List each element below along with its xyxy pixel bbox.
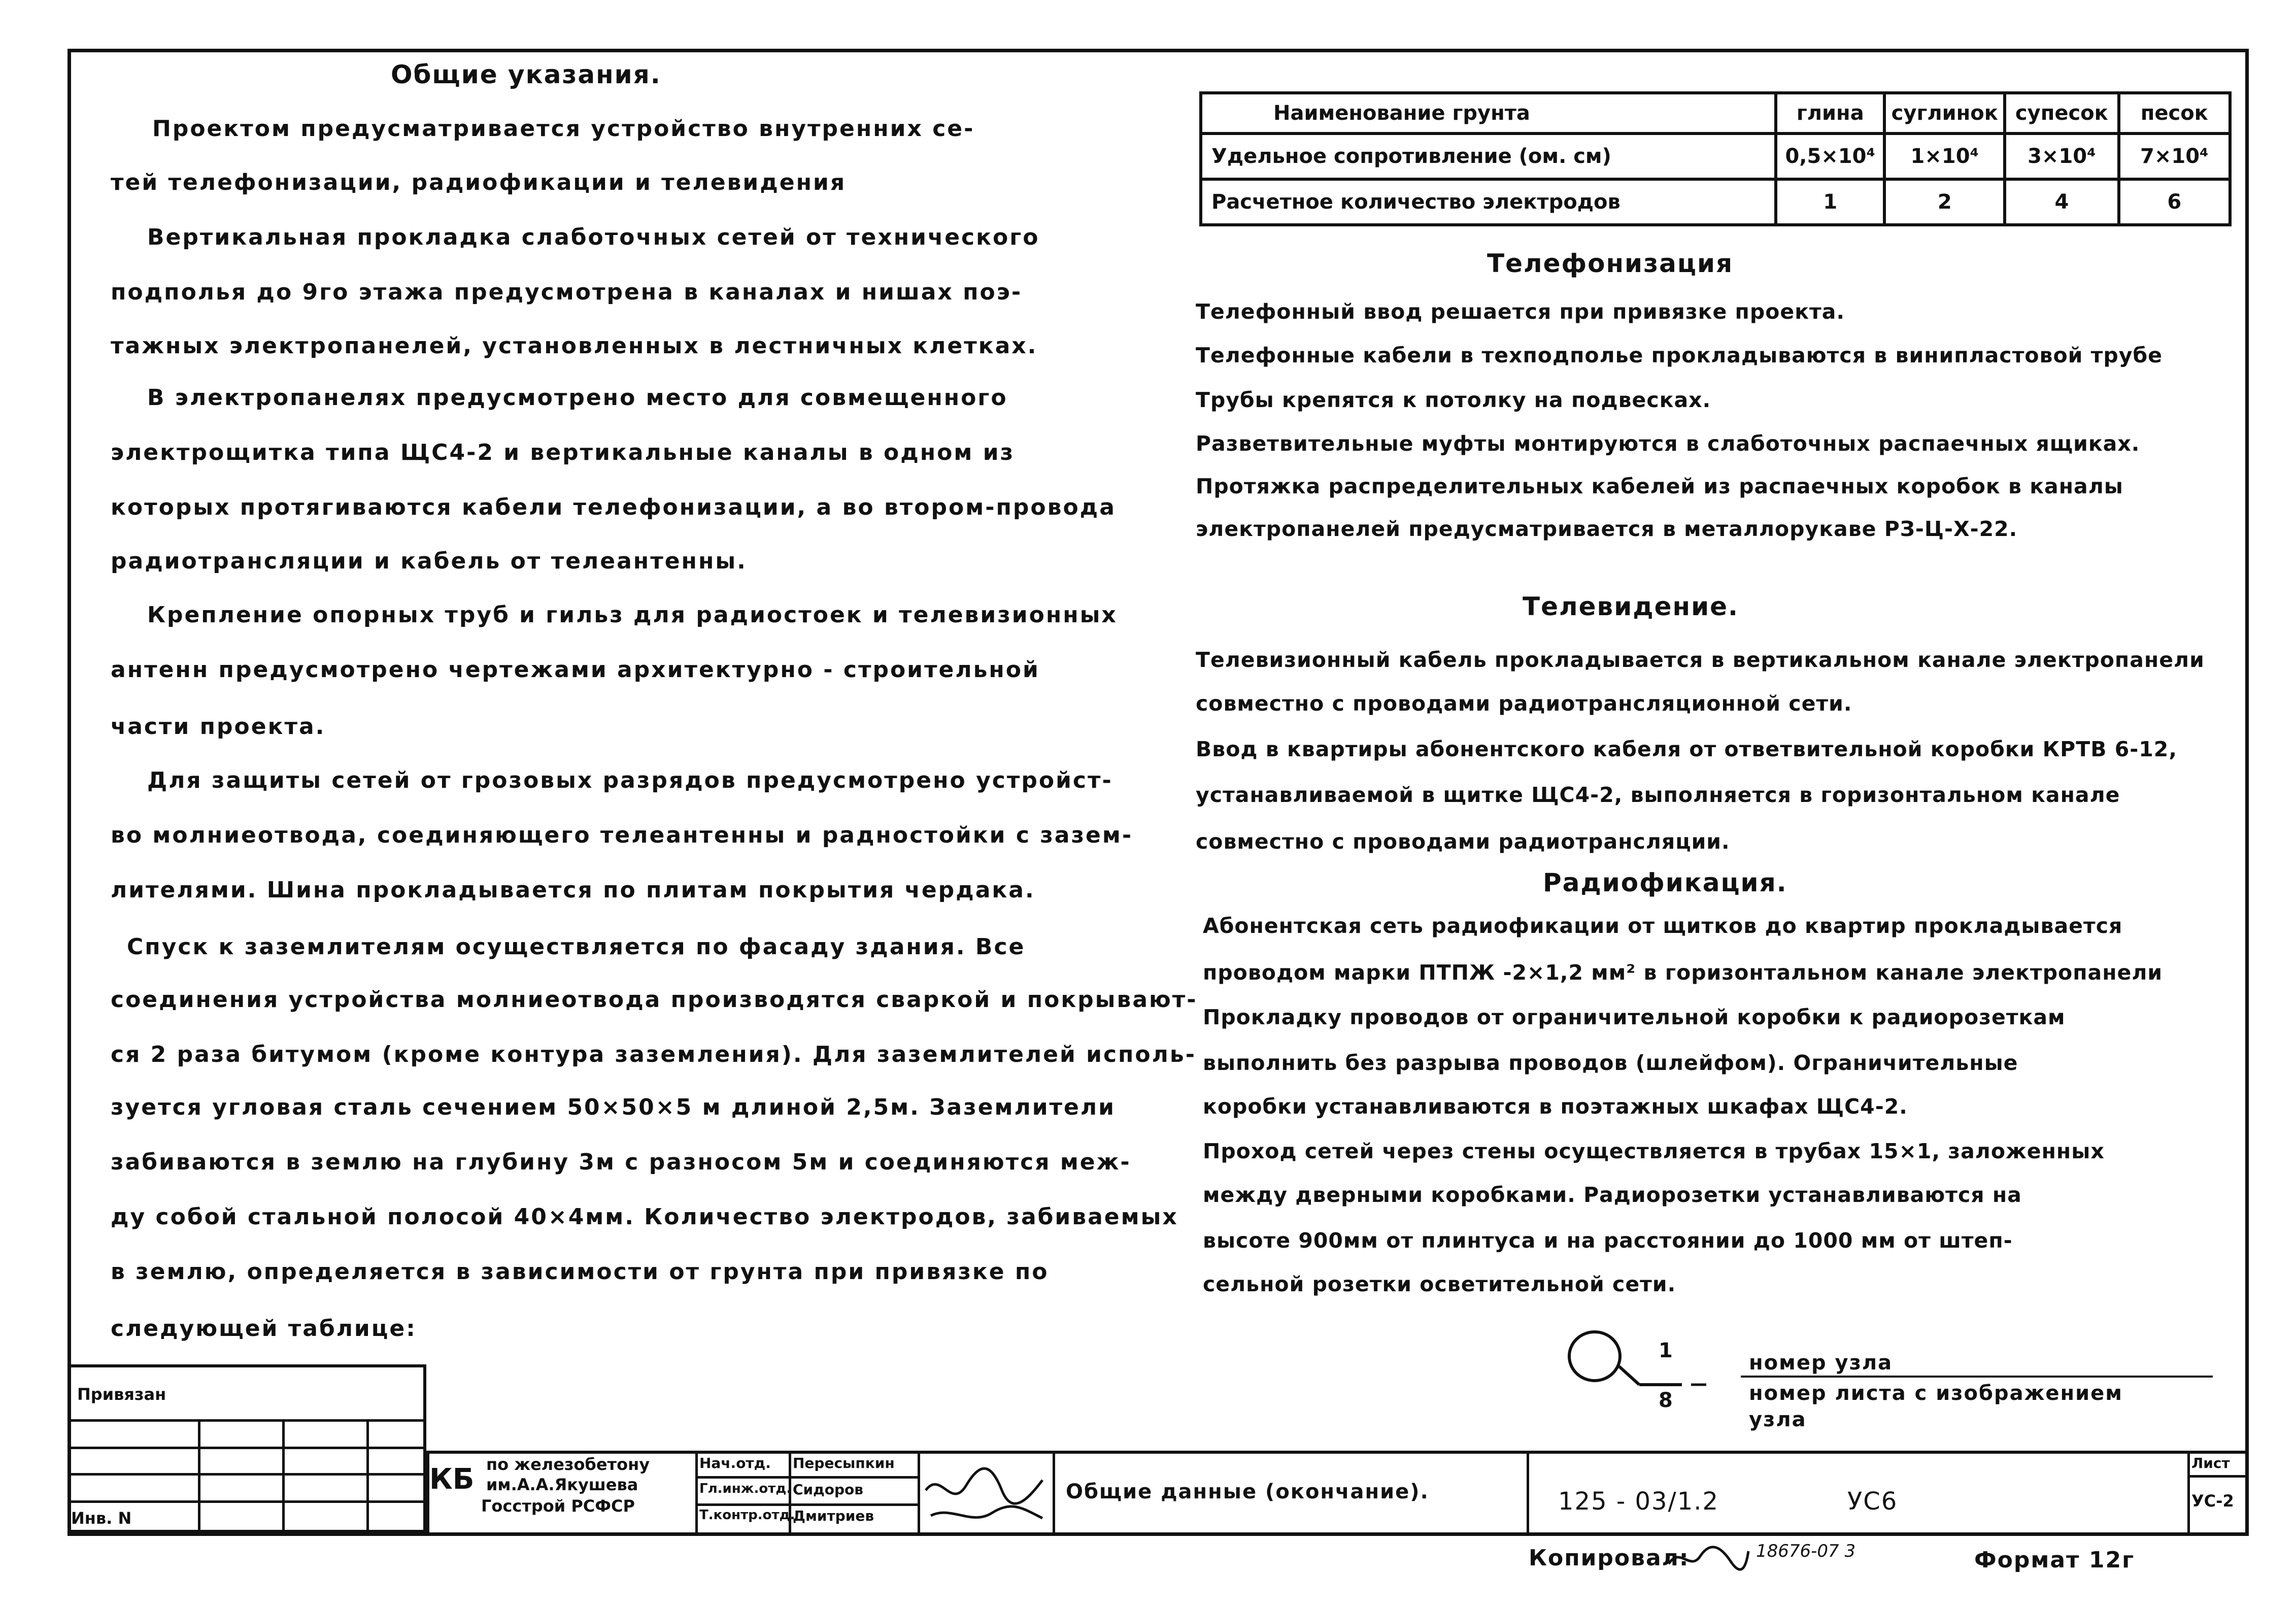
radio-line: сельной розетки осветительной сети. <box>1203 1272 1676 1296</box>
name-head: Пересыпкин <box>793 1455 895 1471</box>
name-control: Дмитриев <box>793 1508 874 1524</box>
general-line: которых протягиваются кабели телефонизации, а во втором-провода <box>111 494 1116 520</box>
format-label: Формат 12г <box>1974 1547 2135 1573</box>
name-engineer: Сидоров <box>793 1481 864 1498</box>
general-title: Общие указания. <box>391 60 661 89</box>
divider <box>1527 1451 1529 1536</box>
legend-sheet-label: номер листа с изображением <box>1749 1382 2123 1405</box>
soil-header-sandy-loam: супесок <box>2005 93 2118 133</box>
table-row <box>1201 133 2230 179</box>
divider <box>695 1451 698 1536</box>
telephone-line: Телефонный ввод решается при привязке проекта. <box>1196 299 1845 324</box>
general-line: Для защиты сетей от грозовых разрядов предусмотрено устройст- <box>147 767 1113 793</box>
general-line: Проектом предусматривается устройство внутренних се- <box>152 116 975 142</box>
general-line: Крепление опорных труб и гильз для радиостоек и телевизионных <box>147 602 1118 628</box>
divider <box>366 1419 369 1533</box>
divider <box>67 1419 426 1422</box>
tv-line: совместно с проводами радиотрансляции. <box>1196 829 1730 854</box>
general-line: В электропанелях предусмотрено место для совмещенного <box>147 385 1008 411</box>
divider <box>695 1476 918 1479</box>
order-number: 18676-07 3 <box>1756 1541 1856 1561</box>
divider <box>2187 1475 2249 1478</box>
radio-line: высоте 900мм от плинтуса и на расстоянии до 1000 мм от штеп- <box>1203 1228 2013 1253</box>
signature-icon <box>921 1455 1048 1531</box>
privyazan-label: Привязан <box>77 1385 166 1404</box>
table-cell: 4 <box>2005 179 2118 225</box>
table-cell: Расчетное количество электродов <box>1201 179 1776 225</box>
telephone-line: Телефонные кабели в техподполье прокладываются в винипластовой трубе <box>1196 343 2163 367</box>
general-line: подполья до 9го этажа предусмотрена в каналах и нишах поэ- <box>111 279 1023 305</box>
divider <box>67 1500 426 1503</box>
legend-sheet-label-2: узла <box>1749 1408 1807 1431</box>
divider <box>282 1419 285 1533</box>
general-line: соединения устройства молниеотвода производятся сваркой и покрывают- <box>111 987 1198 1013</box>
telephone-title: Телефонизация <box>1487 249 1734 278</box>
table-row <box>1201 179 2230 225</box>
table-cell: 1×10⁴ <box>1884 133 2005 179</box>
node-leader-line <box>1618 1365 1639 1385</box>
telephone-line: Разветвительные муфты монтируются в слаботочных распаечных ящиках. <box>1196 431 2140 456</box>
soil-header-loam: суглинок <box>1884 93 2005 133</box>
org-line-1: по железобетону <box>486 1455 650 1474</box>
tv-line: Ввод в квартиры абонентского кабеля от ответвительной коробки КРТВ 6-12, <box>1196 737 2177 761</box>
role-engineer: Гл.инж.отд. <box>699 1481 792 1496</box>
tv-line: устанавливаемой в щитке ЩС4-2, выполняется в горизонтальном канале <box>1196 783 2120 807</box>
general-line: антенн предусмотрено чертежами архитектурно - строительной <box>111 657 1040 683</box>
table-cell: 0,5×10⁴ <box>1776 133 1884 179</box>
table-cell: 1 <box>1776 179 1884 225</box>
soil-table-header <box>1201 93 2230 133</box>
divider <box>2187 1451 2190 1536</box>
radio-line: Прокладку проводов от ограничительной коробки к радиорозеткам <box>1203 1005 2066 1029</box>
copied-label: Копировал: <box>1529 1545 1690 1571</box>
general-line: тажных электропанелей, установленных в лестничных клетках. <box>111 333 1038 359</box>
telephone-line: электропанелей предусматривается в металлорукаве РЗ-Ц-Х-22. <box>1196 517 2018 541</box>
tv-line: совместно с проводами радиотрансляционной сети. <box>1196 691 1852 716</box>
org-line-2: им.А.А.Якушева <box>486 1475 638 1494</box>
soil-table <box>1199 91 2232 226</box>
general-line: в землю, определяется в зависимости от грунта при привязке по <box>111 1259 1049 1285</box>
soil-header-clay: глина <box>1776 93 1884 133</box>
table-cell: 6 <box>2119 179 2230 225</box>
general-line: забиваются в землю на глубину 3м с разносом 5м и соединяются меж- <box>111 1149 1131 1175</box>
telephone-line: Протяжка распределительных кабелей из распаечных коробок в каналы <box>1196 474 2123 498</box>
general-line: части проекта. <box>111 714 326 740</box>
general-line: зуется угловая сталь сечением 50×50×5 м длиной 2,5м. Заземлители <box>111 1094 1116 1120</box>
divider <box>198 1419 200 1533</box>
general-line: электрощитка типа ЩС4-2 и вертикальные каналы в одном из <box>111 440 1015 465</box>
sheet-label: Лист <box>2191 1455 2230 1471</box>
table-cell: Удельное сопротивление (ом. см) <box>1201 133 1776 179</box>
radio-line: Проход сетей через стены осуществляется в трубах 15×1, заложенных <box>1203 1139 2105 1163</box>
radio-line: проводом марки ПТПЖ -2×1,2 мм² в горизонтальном канале электропанели <box>1203 960 2163 985</box>
general-line: ся 2 раза битумом (кроме контура заземления). Для заземлителей исполь- <box>111 1042 1196 1067</box>
table-cell: 2 <box>1884 179 2005 225</box>
tv-title: Телевидение. <box>1523 592 1739 621</box>
table-cell: 7×10⁴ <box>2119 133 2230 179</box>
radio-line: Абонентская сеть радиофикации от щитков до квартир прокладывается <box>1203 914 2123 938</box>
inv-label: Инв. N <box>71 1509 132 1528</box>
org-kb: КБ <box>429 1463 475 1496</box>
doc-code: 125 - 03/1.2 <box>1558 1487 1719 1516</box>
table-cell: 3×10⁴ <box>2005 133 2118 179</box>
radio-line: между дверными коробками. Радиорозетки устанавливаются на <box>1203 1183 2022 1207</box>
general-line: Спуск к заземлителям осуществляется по фасаду здания. Все <box>127 934 1026 960</box>
doc-mark: УС6 <box>1847 1487 1898 1516</box>
legend-denominator: 8 <box>1659 1389 1674 1412</box>
general-line: ду собой стальной полосой 40×4мм. Количество электродов, забиваемых <box>111 1204 1178 1230</box>
role-head: Нач.отд. <box>699 1455 771 1471</box>
telephone-line: Трубы крепятся к потолку на подвесках. <box>1196 388 1711 412</box>
org-line-3: Госстрой РСФСР <box>481 1496 635 1516</box>
role-control: Т.контр.отд. <box>699 1508 795 1523</box>
general-line: лителями. Шина прокладывается по плитам покрытия чердака. <box>111 877 1035 903</box>
doc-title: Общие данные (окончание). <box>1066 1480 1429 1503</box>
general-line: тей телефонизации, радиофикации и телевидения <box>111 170 847 195</box>
divider <box>918 1451 920 1536</box>
divider <box>1053 1451 1055 1536</box>
divider <box>67 1447 426 1449</box>
divider <box>695 1503 918 1506</box>
soil-header-sand: песок <box>2119 93 2230 133</box>
tv-line: Телевизионный кабель прокладывается в вертикальном канале электропанели <box>1196 648 2205 672</box>
soil-header-name: Наименование грунта <box>1201 93 1776 133</box>
general-line: Вертикальная прокладка слаботочных сетей от технического <box>147 224 1040 250</box>
radio-line: коробки устанавливаются в поэтажных шкафах ЩС4-2. <box>1203 1094 1908 1119</box>
radio-line: выполнить без разрыва проводов (шлейфом). Ограничительные <box>1203 1051 2018 1075</box>
general-line: во молниеотвода, соединяющего телеантенны и радностойки с зазем- <box>111 822 1133 848</box>
general-line: следующей таблице: <box>111 1316 417 1342</box>
node-circle-icon <box>1569 1332 1620 1381</box>
legend-numerator: 1 <box>1659 1339 1674 1362</box>
sheet-value: УС-2 <box>2191 1491 2234 1511</box>
general-line: радиотрансляции и кабель от телеантенны. <box>111 548 747 574</box>
divider <box>67 1473 426 1476</box>
copier-signature-icon <box>1665 1541 1751 1577</box>
radio-title: Радиофикация. <box>1543 868 1787 897</box>
legend-node-label: номер узла <box>1749 1351 1893 1375</box>
